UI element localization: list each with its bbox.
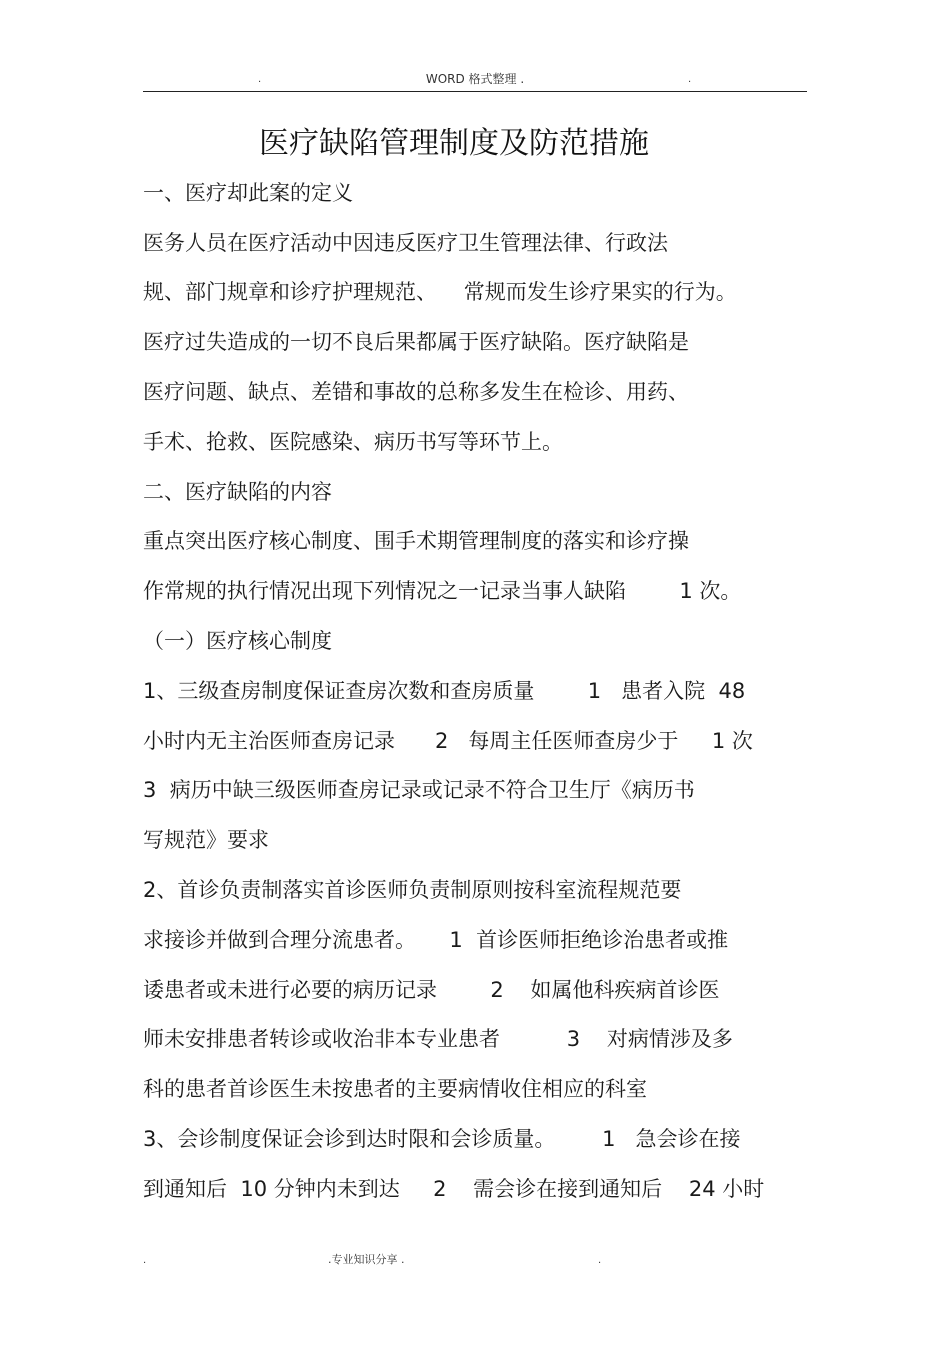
body-line-9: 小时内无主治医师查房记录 2 每周主任医师查房少于 1 次 — [143, 729, 753, 753]
body-line-13: 求接诊并做到合理分流患者。 1 首诊医师拒绝诊治患者或推 — [143, 928, 729, 952]
header-text: WORD 格式整理 . — [425, 72, 525, 86]
footer-text: .专业知识分享 . — [328, 1253, 405, 1266]
header-left-mark: . — [258, 74, 262, 85]
body-line-12: 2、首诊负责制落实首诊医师负责制原则按科室流程规范要 — [143, 878, 682, 902]
body-line-16: 科的患者首诊医生未按患者的主要病情收住相应的科室 — [143, 1077, 647, 1101]
body-line-18: 到通知后 10 分钟内未到达 2 需会诊在接到通知后 24 小时 — [143, 1177, 765, 1201]
body-line-11: 写规范》要求 — [143, 828, 269, 852]
body-line-6: 重点突出医疗核心制度、围手术期管理制度的落实和诊疗操 — [143, 529, 689, 553]
document-title: 医疗缺陷管理制度及防范措施 — [259, 126, 649, 161]
body-line-7: 作常规的执行情况出现下列情况之一记录当事人缺陷 1 次。 — [143, 579, 742, 603]
footer-left-mark: . — [143, 1255, 147, 1266]
body-line-2: 规、部门规章和诊疗护理规范、 常规而发生诊疗果实的行为。 — [143, 280, 737, 304]
body-line-1: 医务人员在医疗活动中因违反医疗卫生管理法律、行政法 — [143, 231, 668, 255]
body-line-4: 医疗问题、缺点、差错和事故的总称多发生在检诊、用药、 — [143, 380, 689, 404]
body-line-3: 医疗过失造成的一切不良后果都属于医疗缺陷。医疗缺陷是 — [143, 330, 689, 354]
section-heading-1: 一、医疗却此案的定义 — [143, 181, 353, 205]
body-line-8: 1、三级查房制度保证查房次数和查房质量 1 患者入院 48 — [143, 679, 746, 703]
body-line-5: 手术、抢救、医院感染、病历书写等环节上。 — [143, 430, 563, 454]
body-line-15: 师未安排患者转诊或收治非本专业患者 3 对病情涉及多 — [143, 1027, 733, 1051]
body-line-14: 诿患者或未进行必要的病历记录 2 如属他科疾病首诊医 — [143, 978, 720, 1002]
section-heading-2: 二、医疗缺陷的内容 — [143, 480, 332, 504]
header-right-mark: . — [688, 74, 692, 85]
body-line-10: 3 病历中缺三级医师查房记录或记录不符合卫生厅《病历书 — [143, 778, 695, 802]
footer-right-mark: . — [598, 1255, 602, 1266]
subsection-heading-1: （一）医疗核心制度 — [143, 629, 332, 653]
body-line-17: 3、会诊制度保证会诊到达时限和会诊质量。 1 急会诊在接 — [143, 1127, 741, 1151]
header-rule — [143, 91, 807, 92]
